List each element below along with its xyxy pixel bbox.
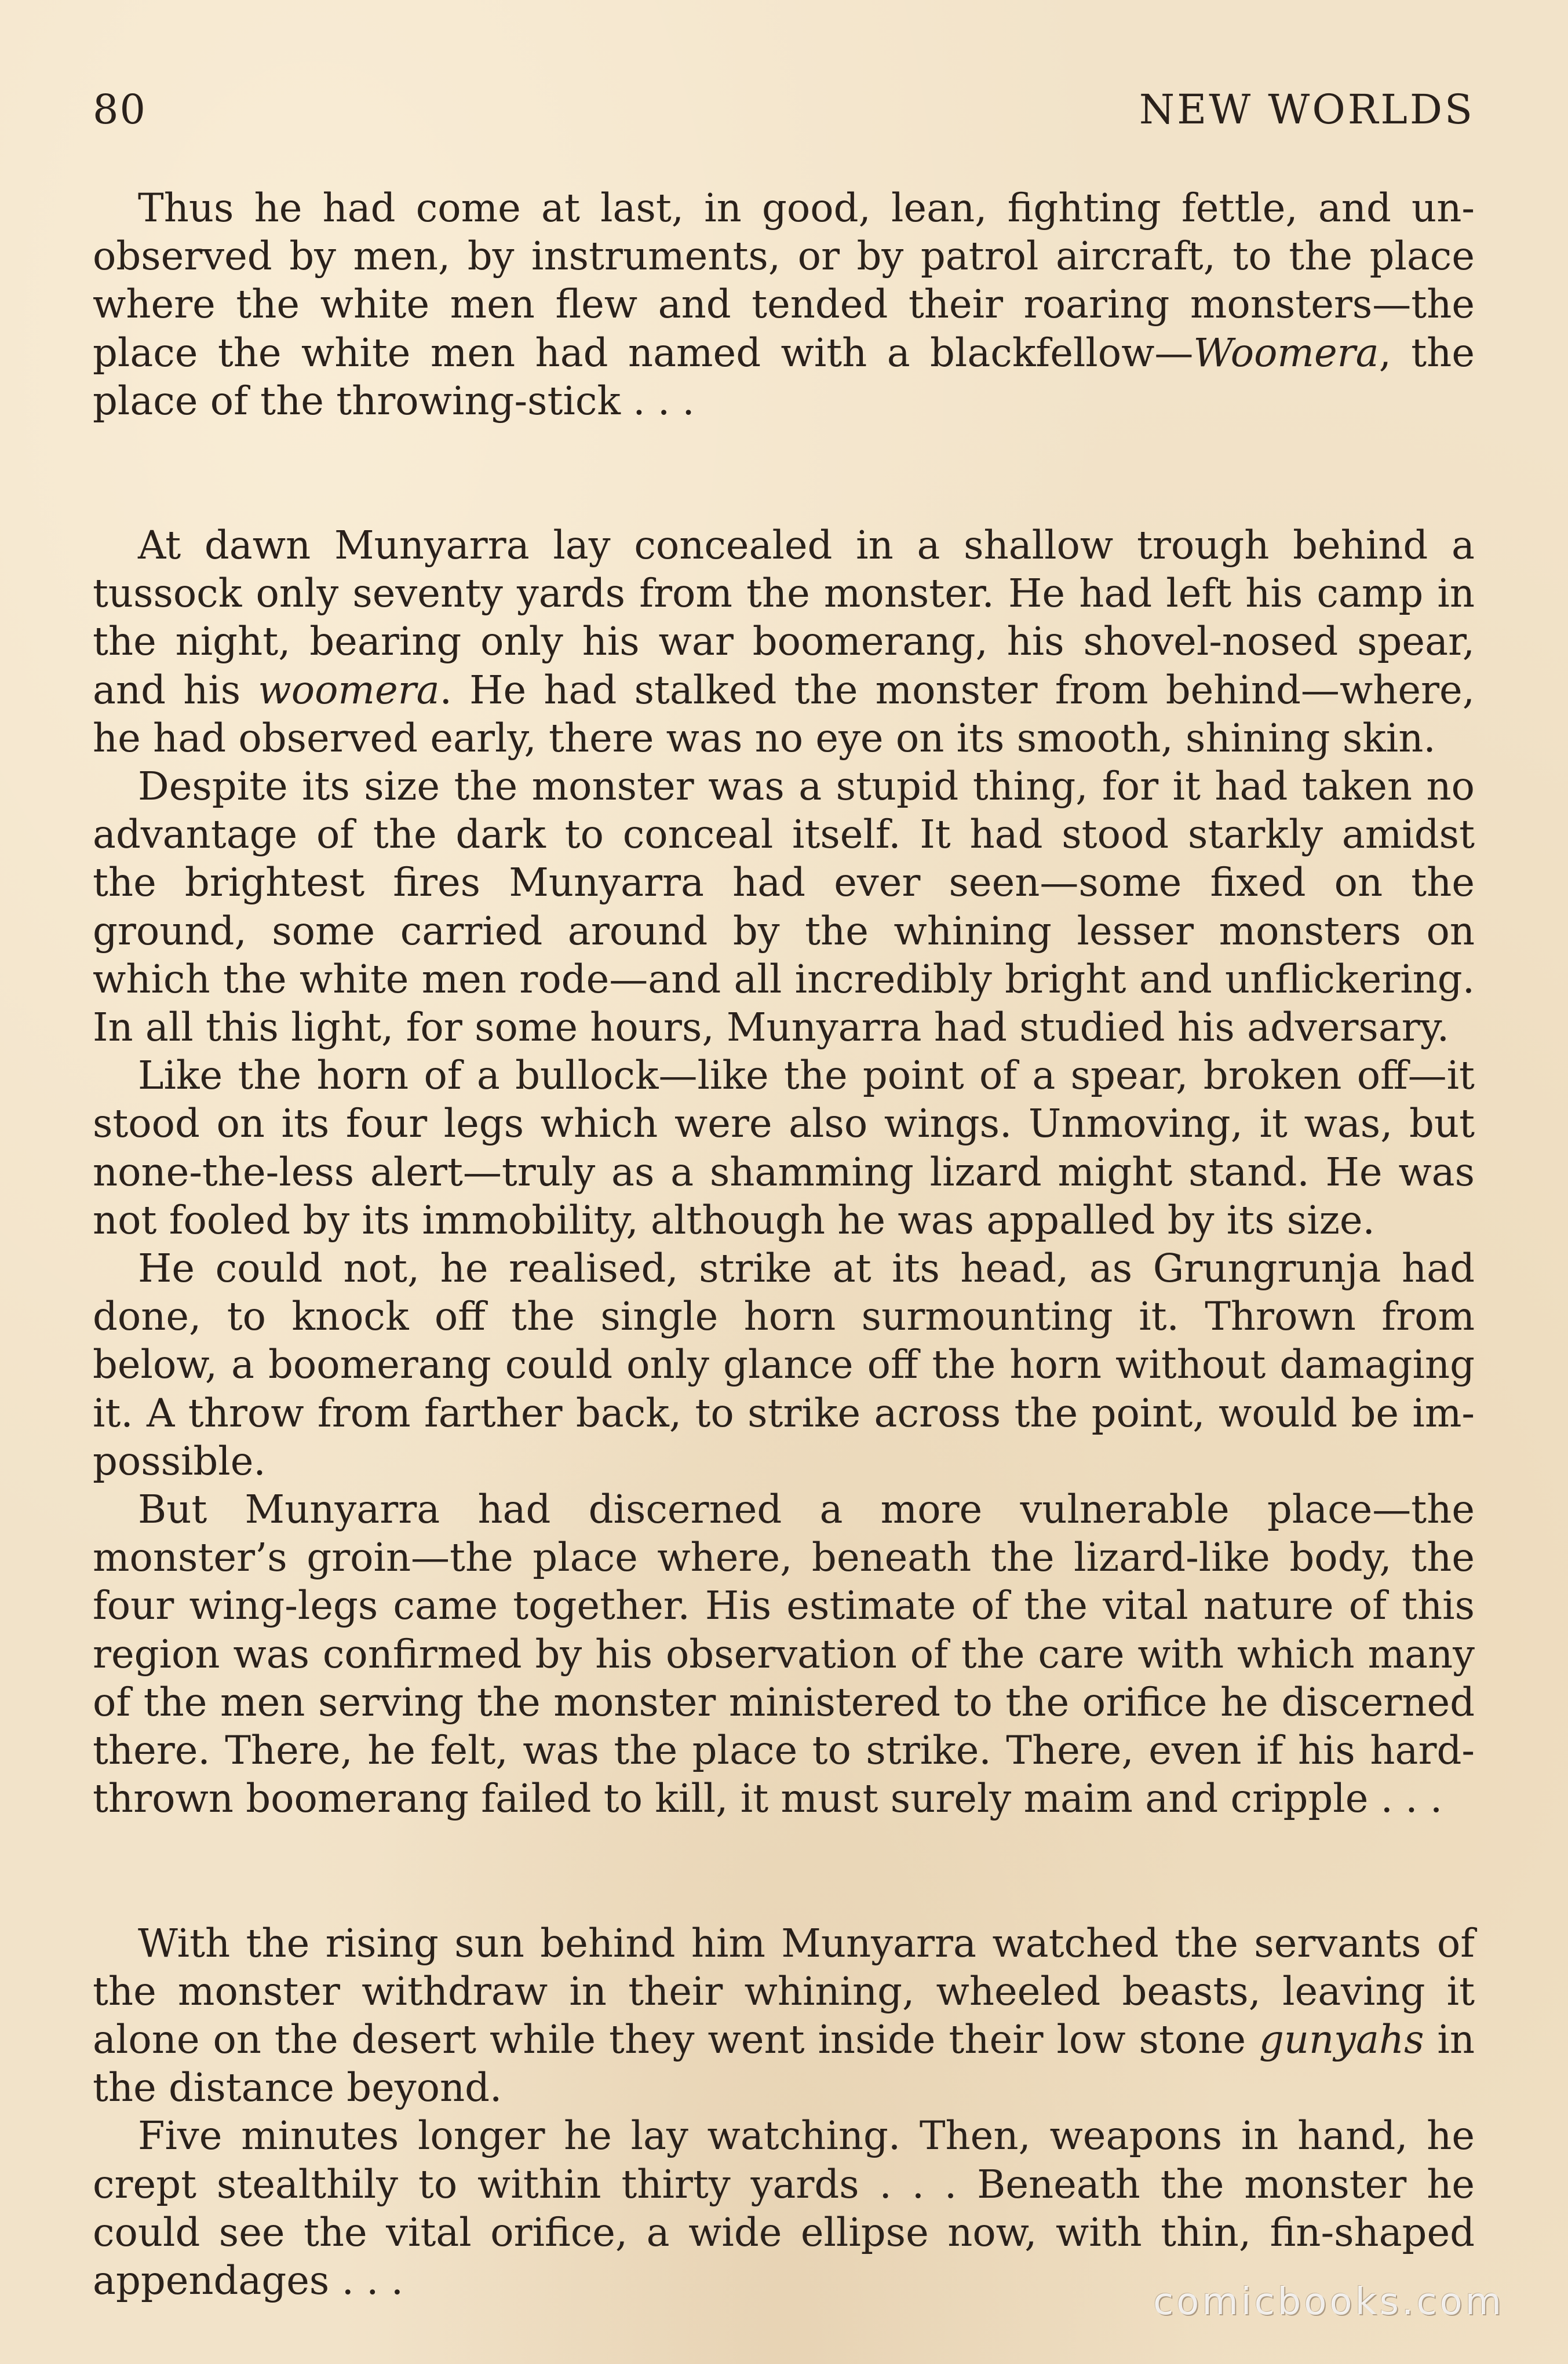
page-number: 80 — [93, 86, 147, 133]
watermark-logo: comicbooks.com — [1153, 2281, 1504, 2323]
section-break — [93, 1823, 1475, 1920]
body-text — [93, 184, 1475, 2305]
paragraph-5: He could not, he realised, strike at its head, as Grungrunja had done, to knock off the single horn surmounting it. Thrown from below, a boomerang could only glance off the horn without damaging it. A throw from farther back, to strike across the point, would be impossible. — [93, 1246, 1475, 1484]
paragraph-2: At dawn Munyarra lay concealed in a shallow trough behind a tussock only seventy yards from the monster. He had left his camp in the night, bearing only his war boomerang, his shovel-nosed spear, and his woomera. He had stalked the monster from behind—where, he had observed early, there was no eye on its smooth, shining skin. — [93, 523, 1475, 761]
running-head: NEW WORLDS — [1139, 86, 1475, 133]
italic-word: woomera — [258, 667, 440, 713]
paragraph-4: Like the horn of a bullock—like the point of a spear, broken off—it stood on its four legs which were also wings. Unmoving, it was, but none-the-less alert—truly as a shamming lizard might stand. He was not fooled by its immobility, although he was appalled by its size. — [93, 1053, 1475, 1243]
page-header — [93, 86, 1475, 149]
paragraph-6: But Munyarra had discerned a more vulnerable place—the monster’s groin—the place where, beneath the lizard-like body, the four wing-legs came together. His estimate of the vital nature of this region was confirmed by his observation of the care with which many of the men serving the monster ministered to the orifice he discerned there. There, he felt, was the place to strike. There, even if his hard-thrown boomerang failed to kill, it must surely maim and cripple . . . — [93, 1487, 1475, 1822]
paragraph-1: Thus he had come at last, in good, lean, fighting fettle, and unobserved by men, by instruments, or by patrol aircraft, to the place where the white men flew and tended their roaring monsters—the place the white men had named with a blackfellow—Woomera, the place of the throwing-stick . . . — [93, 185, 1475, 424]
italic-word: Woomera — [1193, 330, 1379, 375]
paragraph-8: Five minutes longer he lay watching. Then, weapons in hand, he crept stealthily to within thirty yards . . . Beneath the monster he could see the vital orifice, a wide ellipse now, with thin, fin-shaped appendages . . . — [93, 2113, 1475, 2303]
paragraph-7: With the rising sun behind him Munyarra watched the servants of the monster withdraw in their whining, wheeled beasts, leaving it alone on the desert while they went inside their low stone gunyahs in the distance beyond. — [93, 1920, 1475, 2111]
paragraph-3: Despite its size the monster was a stupid thing, for it had taken no advantage of the dark to conceal itself. It had stood starkly amidst the brightest fires Munyarra had ever seen—some fixed on the ground, some carried around by the whining lesser monsters on which the white men rode—and all incredibly bright and unflickering. In all this light, for some hours, Munyarra had studied his adversary. — [93, 764, 1475, 1050]
italic-word: gunyahs — [1259, 2016, 1424, 2062]
section-break — [93, 425, 1475, 521]
